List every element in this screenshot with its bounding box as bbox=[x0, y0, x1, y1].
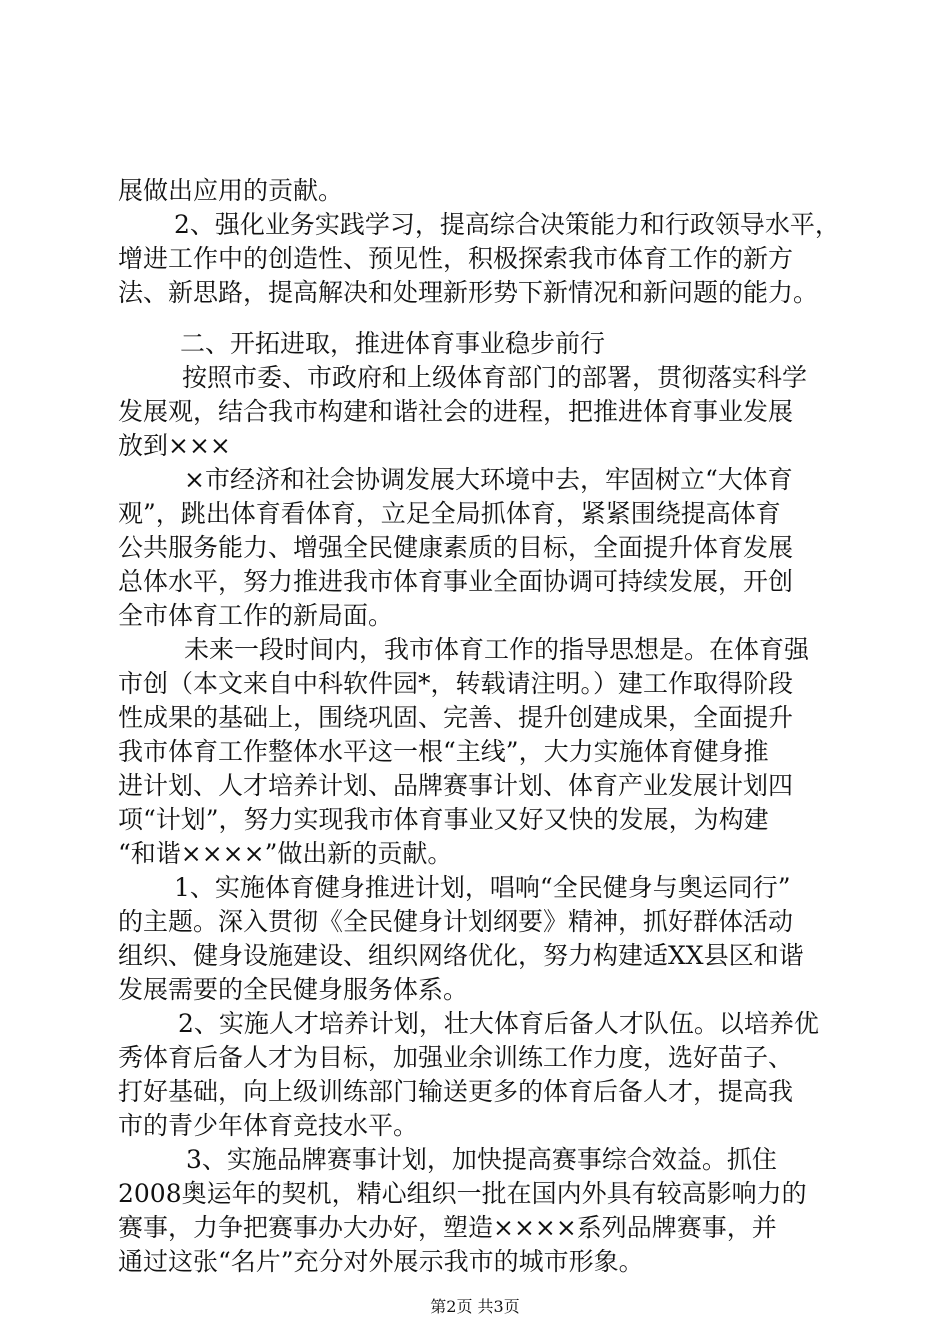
text-line: 未来一段时间内，我市体育工作的指导思想是。在体育强 bbox=[184, 635, 810, 664]
section-heading: 二、开拓进取，推进体育事业稳步前行 bbox=[180, 329, 606, 358]
text-line: 打好基础，向上级训练部门输送更多的体育后备人才，提高我 bbox=[118, 1077, 794, 1106]
text-line: 市创（本文来自中科软件园*，转载请注明。）建工作取得阶段 bbox=[118, 669, 794, 698]
text-line: 法、新思路，提高解决和处理新形势下新情况和新问题的能力。 bbox=[118, 278, 819, 307]
text-line: 市的青少年体育竞技水平。 bbox=[118, 1111, 419, 1140]
text-line: 2、实施人才培养计划，壮大体育后备人才队伍。以培养优 bbox=[178, 1009, 819, 1038]
text-line: 2、强化业务实践学习，提高综合决策能力和行政领导水平， bbox=[174, 210, 840, 239]
text-line: 展做出应用的贡献。 bbox=[118, 176, 344, 205]
text-line: 性成果的基础上，围绕巩固、完善、提升创建成果，全面提升 bbox=[118, 703, 794, 732]
text-line: 进计划、人才培养计划、品牌赛事计划、体育产业发展计划四 bbox=[118, 771, 794, 800]
text-line: 按照市委、市政府和上级体育部门的部署，贯彻落实科学 bbox=[182, 363, 808, 392]
text-line: 发展观，结合我市构建和谐社会的进程，把推进体育事业发展 bbox=[118, 397, 794, 426]
text-line: 增进工作中的创造性、预见性，积极探索我市体育工作的新方 bbox=[118, 244, 794, 273]
text-line: 赛事，力争把赛事办大办好，塑造××××系列品牌赛事，并 bbox=[118, 1213, 777, 1242]
text-line: 观”，跳出体育看体育，立足全局抓体育，紧紧围绕提高体育 bbox=[118, 499, 781, 528]
text-line: 项“计划”，努力实现我市体育事业又好又快的发展，为构建 bbox=[118, 805, 769, 834]
page-number-footer: 第2页 共3页 bbox=[430, 1297, 520, 1316]
text-line: 2008奥运年的契机，精心组织一批在国内外具有较高影响力的 bbox=[118, 1179, 807, 1208]
text-line: ×市经济和社会协调发展大环境中去，牢固树立“大体育 bbox=[184, 465, 793, 494]
text-line: 公共服务能力、增强全民健康素质的目标，全面提升体育发展 bbox=[118, 533, 794, 562]
text-line: 的主题。深入贯彻《全民健身计划纲要》精神，抓好群体活动 bbox=[118, 907, 794, 936]
text-line: 发展需要的全民健身服务体系。 bbox=[118, 975, 469, 1004]
text-line: 组织、健身设施建设、组织网络优化，努力构建适XX县区和谐 bbox=[118, 941, 804, 970]
text-line: 总体水平，努力推进我市体育事业全面协调可持续发展，开创 bbox=[118, 567, 794, 596]
text-line: 我市体育工作整体水平这一根“主线”，大力实施体育健身推 bbox=[118, 737, 769, 766]
text-line: 1、实施体育健身推进计划，唱响“全民健身与奥运同行” bbox=[174, 873, 791, 902]
text-line: 3、实施品牌赛事计划，加快提高赛事综合效益。抓住 bbox=[186, 1145, 777, 1174]
text-line: 秀体育后备人才为目标，加强业余训练工作力度，选好苗子、 bbox=[118, 1043, 794, 1072]
text-line: 放到××× bbox=[118, 431, 231, 460]
text-line: 通过这张“名片”充分对外展示我市的城市形象。 bbox=[118, 1247, 644, 1276]
text-line: 全市体育工作的新局面。 bbox=[118, 601, 394, 630]
text-line: “和谐××××”做出新的贡献。 bbox=[118, 839, 453, 868]
